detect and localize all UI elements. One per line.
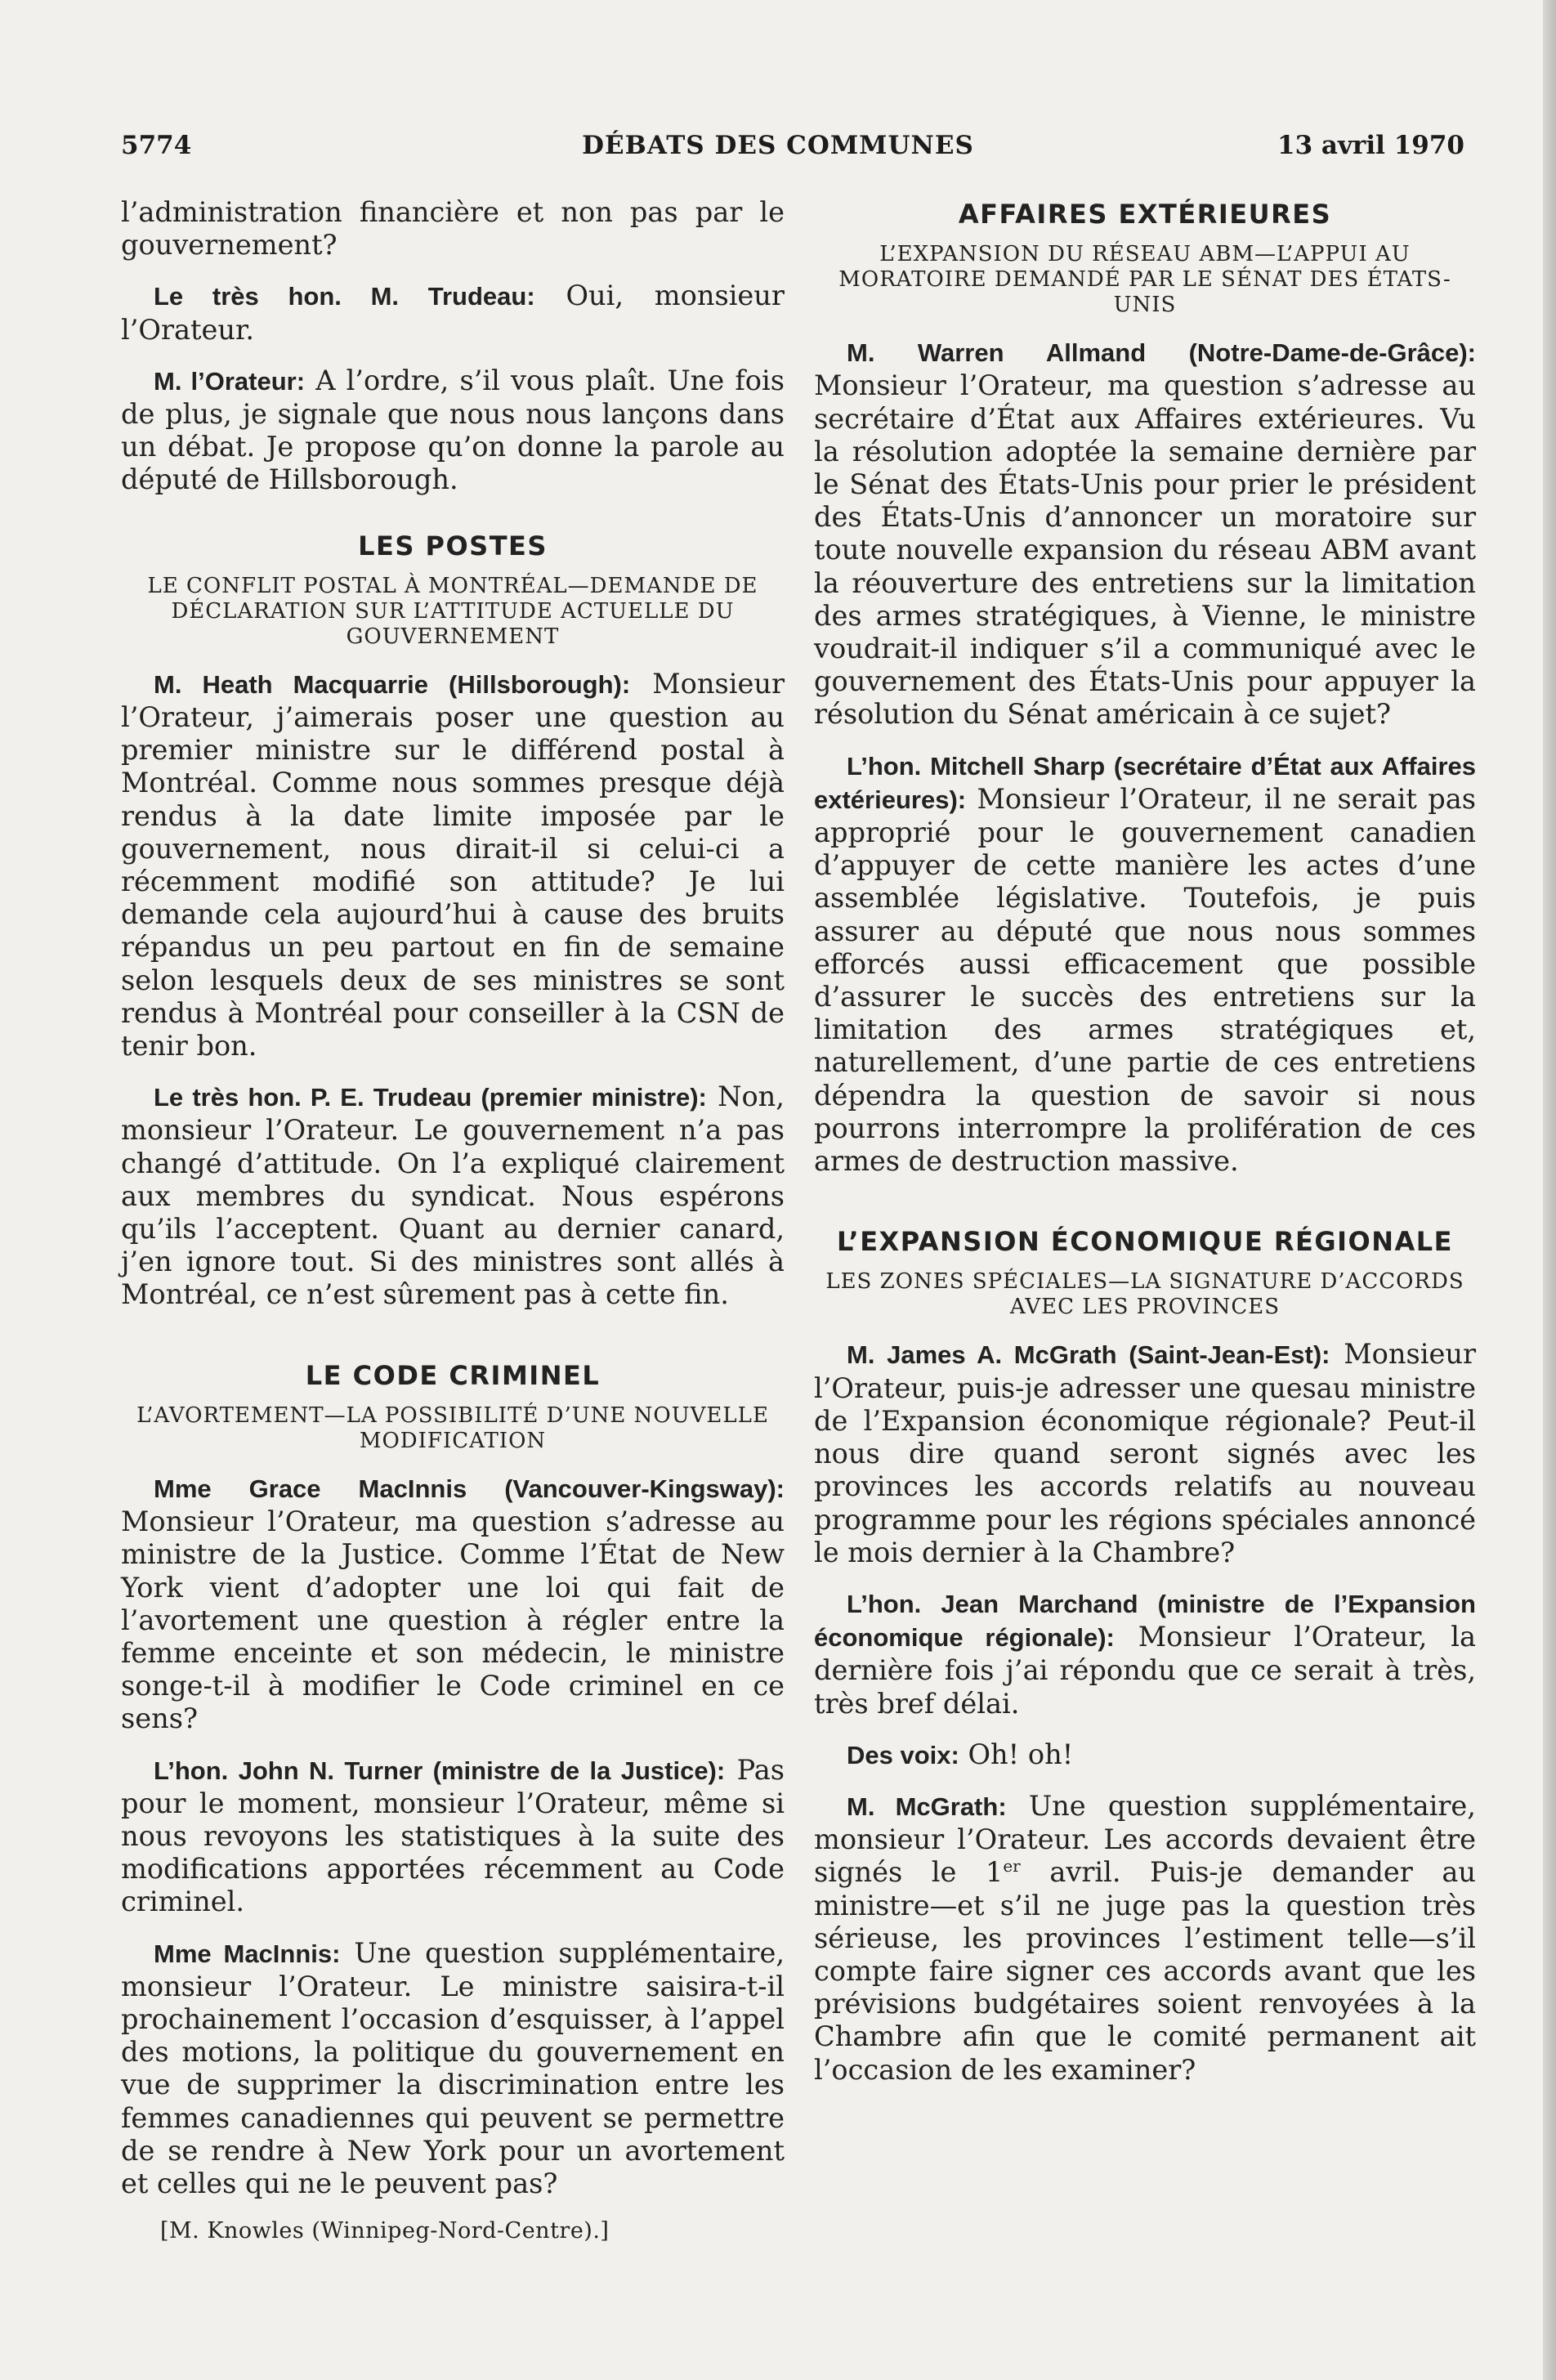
speech-text: Monsieur l’Orateur, ma question s’adresse au secrétaire d’État aux Affaires extérieures. Vu la résolution adoptée la semaine dernière par le Sénat des États-Unis pour prier le président des États-Unis d’annoncer un moratoire sur toute nouvelle expansion du réseau ABM avant la réouverture des entretiens sur la limitation des armes stratégiques, à Vienne, le ministre voudrait-il indiquer s’il a communiqué avec le gouvernement des États-Unis pour appuyer la résolution du Sénat américain à ce sujet? [814, 369, 1476, 731]
speaker-name: M. James A. McGrath (Saint-Jean-Est): [847, 1340, 1330, 1370]
speech [121, 1754, 785, 1919]
speaker-name: Mme MacInnis: [154, 1939, 341, 1968]
speech-text: Monsieur l’Orateur, la dernière fois j’ai répondu que ce serait à très, très bref délai. [814, 1621, 1476, 1720]
speaker-name: Mme Grace MacInnis (Vancouver-Kingsway): [154, 1474, 785, 1503]
superscript: er [1003, 1856, 1021, 1877]
paragraph: l’administration financière et non pas par le gouvernement? [121, 196, 785, 262]
speech [814, 1338, 1476, 1568]
speech [814, 1738, 1476, 1772]
speech-text: Oui, monsieur l’Orateur. [121, 280, 785, 346]
speech-text: Une question supplémentaire, monsieur l’Orateur. Le ministre saisira-t-il prochainement l’occasion d’esquisser, à l’appel des motions, la politique du gouvernement en vue de supprimer la discrimination entre les femmes canadiennes qui peuvent se permettre de se rendre à New York pour un avortement et celles qui ne le peuvent pas? [121, 1936, 785, 2199]
speech-text: avril. Puis-je demander au ministre—et s’il ne juge pas la question très sérieuse, les provinces l’estiment telle—s’il compte faire signer ces accords avant que les prévisions budgétaires soient renvoyées à la Chambre afin que le comité permanent ait l’occasion de les examiner? [814, 1856, 1477, 2086]
page-number: 5774 [121, 131, 192, 160]
speaker-name: Le très hon. P. E. Trudeau (premier ministre): [154, 1083, 707, 1112]
section-heading: LE CODE CRIMINEL [305, 1359, 601, 1391]
section-subheading: LE CONFLIT POSTAL À MONTRÉAL—DEMANDE DE DÉCLARATION SUR L’ATTITUDE ACTUELLE DU GOUVERNEMENT [147, 573, 758, 649]
speaker-name: Le très hon. M. Trudeau: [154, 282, 535, 311]
right-column [814, 196, 1476, 2087]
speech [121, 280, 785, 346]
section-subheading: LES ZONES SPÉCIALES—LA SIGNATURE D’ACCORDS AVEC LES PROVINCES [825, 1269, 1464, 1320]
section-subheading: L’EXPANSION DU RÉSEAU ABM—L’APPUI AU MORATOIRE DEMANDÉ PAR LE SÉNAT DES ÉTATS-UNIS [838, 242, 1451, 318]
speaker-name: L’hon. Jean Marchand (ministre de l’Expansion économique régionale): [814, 1589, 1476, 1653]
section-heading: L’EXPANSION ÉCONOMIQUE RÉGIONALE [837, 1226, 1453, 1258]
speech-text: Oh! oh! [968, 1738, 1074, 1770]
speech-text: Monsieur l’Orateur, j’aimerais poser une question au premier ministre sur le différend postal à Montréal. Comme nous sommes presque déjà rendus à la date limite imposée par le gouvernement, nous dirait-il si celui-ci a récemment modifié son attitude? Je lui demande cela aujourd’hui à cause des bruits répandus un peu partout en fin de semaine selon lesquels deux de ses ministres se sont rendus à Montréal pour conseiller à la CSN de tenir bon. [121, 667, 785, 1062]
section-subheading: L’AVORTEMENT—LA POSSIBILITÉ D’UNE NOUVELLE MODIFICATION [136, 1402, 769, 1453]
speech-text: Une question supplémentaire, monsieur l’Orateur. Les accords devaient être signés le 1 [814, 1789, 1476, 1889]
section-heading: AFFAIRES EXTÉRIEURES [958, 199, 1332, 230]
speech [121, 668, 785, 1062]
speech [814, 1587, 1476, 1720]
page-date: 13 avril 1970 [1277, 131, 1464, 160]
speech-text: Pas pour le moment, monsieur l’Orateur, même si nous revoyons les statistiques à la suite des modifications apportées récemment au Code criminel. [121, 1753, 785, 1918]
left-column [121, 196, 785, 2248]
speaker-name: L’hon. Mitchell Sharp (secrétaire d’État aux Affaires extérieures): [814, 751, 1476, 814]
speaker-name: M. Warren Allmand (Notre-Dame-de-Grâce): [847, 338, 1476, 368]
speech [814, 749, 1476, 1179]
speech [121, 1937, 785, 2201]
speech-text: Monsieur l’Orateur, puis-je adresser une quesau ministre de l’Expansion économique régionale? Peut-il nous dire quand seront signés avec les provinces les accords relatifs au nouveau programme pour les régions spéciales annoncé le mois dernier à la Chambre? [814, 1338, 1476, 1568]
speech-text: Monsieur l’Orateur, ma question s’adresse au ministre de la Justice. Comme l’État de New York vient d’adopter une loi qui fait de l’avortement une question à régler entre la femme enceinte et son médecin, le ministre songe-t-il à modifier le Code criminel en ce sens? [121, 1505, 785, 1735]
speech [814, 1790, 1476, 2087]
speech [121, 1472, 785, 1736]
speech-text: Non, monsieur l’Orateur. Le gouvernement n’a pas changé d’attitude. On l’a expliqué clairement aux membres du syndicat. Nous espérons qu’ils l’acceptent. Quant au dernier canard, j’en ignore tout. Si des ministres sont allés à Montréal, ce n’est sûrement pas à cette fin. [121, 1080, 785, 1311]
section-heading: LES POSTES [358, 530, 548, 561]
speaker-name: M. McGrath: [847, 1792, 1007, 1821]
speech [121, 1080, 785, 1311]
speaker-name: Des voix: [847, 1740, 959, 1769]
speech-text: A l’ordre, s’il vous plaît. Une fois de plus, je signale que nous nous lançons dans un débat. Je propose qu’on donne la parole au député de Hillsborough. [121, 364, 785, 496]
speech-text: Monsieur l’Orateur, il ne serait pas approprié pour le gouvernement canadien d’appuyer de cette manière les actes d’une assemblée législative. Toutefois, je puis assurer au député que nous nous sommes efforcés aussi efficacement que possible d’assurer le succès des entretiens sur la limitation des armes stratégiques et, naturellement, d’une partie de ces entretiens dépendra la question de savoir si nous pourrons interrompre la prolifération de ces armes de destruction massive. [814, 782, 1476, 1178]
speaker-name: L’hon. John N. Turner (ministre de la Justice): [154, 1756, 726, 1785]
speaker-note: [M. Knowles (Winnipeg-Nord-Centre).] [160, 2218, 610, 2244]
speech [814, 336, 1476, 731]
speaker-name: M. Heath Macquarrie (Hillsborough): [154, 669, 631, 699]
running-title: DÉBATS DES COMMUNES [582, 131, 974, 160]
speaker-name: M. l’Orateur: [154, 366, 306, 396]
speech [121, 365, 785, 497]
